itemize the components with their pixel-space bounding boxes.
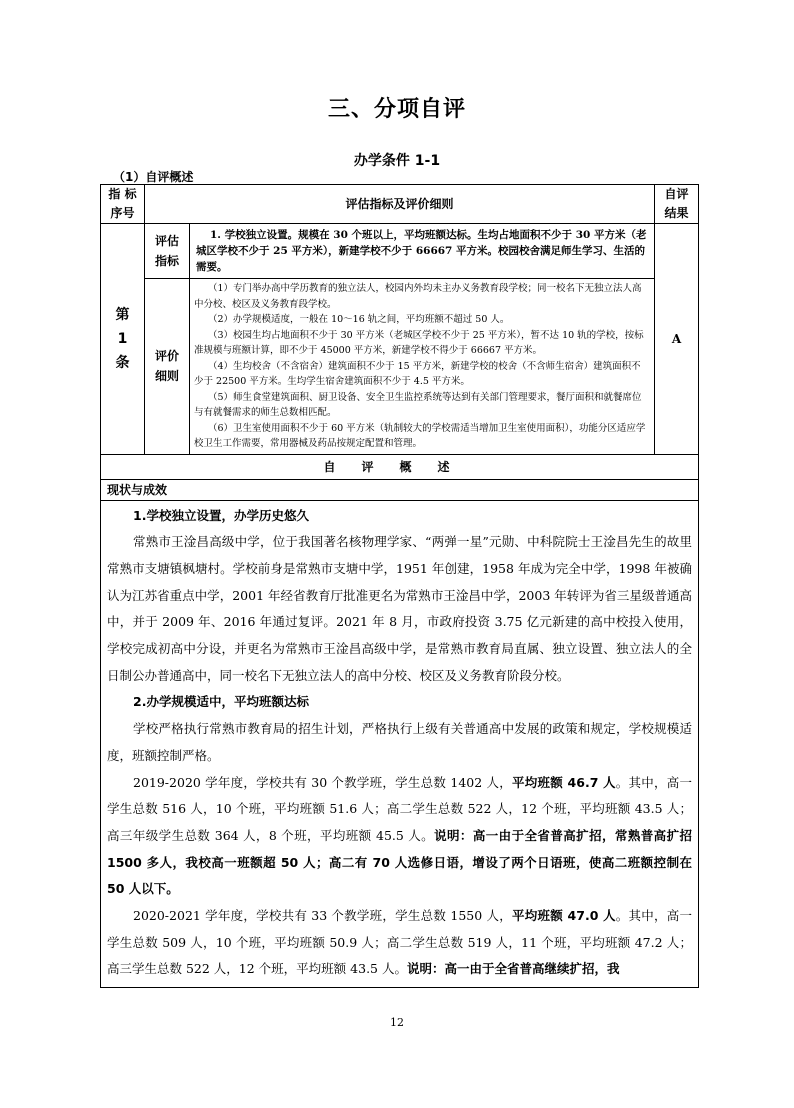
page-title: 三、分项自评 bbox=[327, 97, 466, 122]
overview-body-row bbox=[101, 500, 699, 988]
paragraph-2020: 2020-2021 学年度，学校共有 33 个教学班，学生总数 1550 人，平均班额 47.0 人。其中，高一学生总数 509 人，10 个班，平均班额 50.9 人；高二学生总数 519 人，11 个班，平均班额 47.2 人；高三学生总数 522 人，12 个班，平均班额 43.5 人。说明：高一由于全省普高继续扩招，我 bbox=[107, 908, 693, 977]
table-row-standard bbox=[101, 224, 699, 279]
detail-item: （5）师生食堂建筑面积、厨卫设备、安全卫生监控系统等达到有关部门管理要求，餐厅面积和就餐席位与有就餐需求的师生总数相匹配。 bbox=[194, 391, 642, 418]
standard-text: 1. 学校独立设置。规模在 30 个班以上，平均班额达标。生均占地面积不少于 30 平方米（老城区学校不少于 25 平方米），新建学校不少于 66667 平方米。校园校舍满足师生学习、生活的需要。 bbox=[190, 224, 655, 279]
heading-independent: 1.学校独立设置，办学历史悠久 bbox=[133, 507, 309, 523]
paragraph-2019: 2019-2020 学年度，学校共有 30 个教学班，学生总数 1402 人，平均班额 46.7 人。其中，高一学生总数 516 人，10 个班，平均班额 51.6 人；高二学生总数 522 人，12 个班，平均班额 43.5 人；高三年级学生总数 364 人，8 个班，平均班额 45.5 人。说明：高一由于全省普高扩招，常熟普高扩招 1500 多人，我校高一班额超 50 人；高二有 70 人选修日语，增设了两个日语班，使高二班额控制在 50 人以下。 bbox=[107, 774, 693, 897]
col-header-result: 自评 结果 bbox=[655, 185, 699, 224]
status-label: 现状与成效 bbox=[101, 479, 699, 500]
detail-item: （2）办学规模适度，一般在 10～16 轨之间，平均班额不超过 50 人。 bbox=[208, 314, 510, 325]
row-label-details: 评价 细则 bbox=[145, 279, 190, 455]
detail-item: （1）专门举办高中学历教育的独立法人，校园内外均未主办义务教育段学校；同一校名下无独立法人高中分校、校区及义务教育段学校。 bbox=[194, 283, 642, 310]
detail-item: （3）校园生均占地面积不少于 30 平方米（老城区学校不少于 25 平方米），暂不达 10 轨的学校，按标准规模与班额计算，即不少于 45000 平方米，新建学校不得少于 66667 平方米。 bbox=[194, 329, 644, 356]
item-label: 第 1 条 bbox=[101, 224, 145, 455]
row-label-standard: 评估 指标 bbox=[145, 224, 190, 279]
overview-header: 自评概述 bbox=[101, 454, 699, 479]
section-label: （1）自评概述 bbox=[113, 170, 194, 184]
table-header-row bbox=[101, 185, 699, 224]
table-row-details bbox=[101, 279, 699, 455]
detail-item: （6）卫生室使用面积不少于 60 平方米（轨制较大的学校需适当增加卫生室使用面积），功能分区适应学校卫生工作需要，常用器械及药品按规定配置和管理。 bbox=[194, 422, 646, 449]
overview-header-row bbox=[101, 454, 699, 479]
paragraph-history: 常熟市王淦昌高级中学，位于我国著名核物理学家、“两弹一星”元勋、中科院院士王淦昌先生的故里常熟市支塘镇枫塘村。学校前身是常熟市支塘中学，1951 年创建，1958 年成为完全中学，1998 年被确认为江苏省重点中学，2001 年经省教育厅批准更名为常熟市王淦昌中学，2003 年转评为省三星级普通高中，并于 2009 年、2016 年通过复评。2021 年 8 月，市政府投资 3.75 亿元新建的高中校投入使用，学校完成初高中分设，并更名为常熟市王淦昌高级中学，是常熟市教育局直属、独立设置、独立法人的全日制公办普通高中，同一校名下无独立法人的高中分校、校区及义务教育阶段分校。 bbox=[107, 534, 693, 683]
overview-body bbox=[101, 500, 699, 988]
heading-scale: 2.办学规模适中，平均班额达标 bbox=[133, 694, 309, 710]
col-header-criteria: 评估指标及评价细则 bbox=[145, 185, 655, 224]
col-header-index: 指 标 序号 bbox=[101, 185, 145, 224]
details-cell bbox=[190, 279, 655, 455]
section-subtitle: 办学条件 1-1 bbox=[353, 153, 441, 169]
page-number: 12 bbox=[390, 1016, 404, 1029]
result-value: A bbox=[655, 224, 699, 455]
evaluation-table bbox=[100, 184, 699, 988]
detail-item: （4）生均校舍（不含宿舍）建筑面积不少于 15 平方米，新建学校的校舍（不含师生宿舍）建筑面积不少于 22500 平方米。生均学生宿舍建筑面积不少于 4.5 平方米。 bbox=[194, 360, 641, 387]
paragraph-scale: 学校严格执行常熟市教育局的招生计划，严格执行上级有关普通高中发展的政策和规定，学校规模适度，班额控制严格。 bbox=[107, 721, 693, 763]
status-label-row bbox=[101, 479, 699, 500]
